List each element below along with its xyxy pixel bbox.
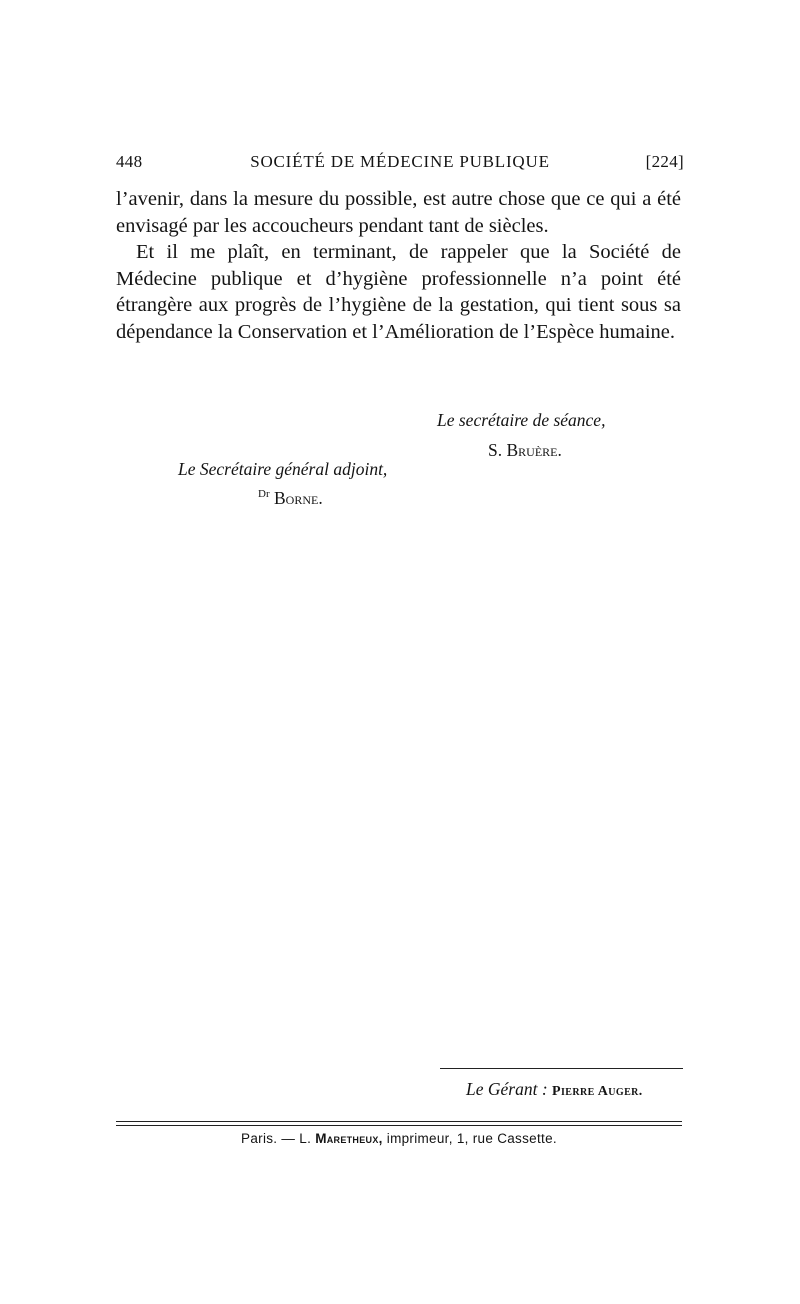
paragraph-continued: l’avenir, dans la mesure du possible, est autre chose que ce qui a été envisagé par les accoucheurs pendant tant de siècles. bbox=[116, 188, 681, 237]
imprint-city: Paris. — L. bbox=[241, 1131, 312, 1146]
imprint-address: imprimeur, 1, rue Cassette. bbox=[386, 1131, 557, 1146]
page-number: 448 bbox=[116, 152, 143, 171]
seance-secretary-name-text: S. Bruère. bbox=[488, 440, 562, 460]
doctor-prefix bbox=[258, 488, 270, 508]
gerant-label: Le Gérant : bbox=[466, 1079, 548, 1099]
adjoint-secretary-name-text: Borne. bbox=[273, 488, 323, 508]
doctor-prefix-text: Dr bbox=[258, 488, 270, 501]
running-head bbox=[116, 152, 684, 176]
gerant-name: Pierre Auger. bbox=[552, 1084, 643, 1099]
paragraph-closing: Et il me plaît, en terminant, de rappeler que la Société de Médecine publique et d’hygiène professionnelle n’a point été étrangère aux progrès de l’hygiène de la gestation, qui tient sous sa dépendance la Conservation et l’Amélioration de l’Espèce humaine. bbox=[116, 241, 681, 343]
gerant-line bbox=[466, 1079, 643, 1100]
seance-secretary-role: Le secrétaire de séance, bbox=[437, 410, 606, 430]
imprint-rule-bottom bbox=[116, 1125, 682, 1126]
adjoint-secretary-role: Le Secrétaire général adjoint, bbox=[178, 459, 388, 479]
imprint-rule-top bbox=[116, 1121, 682, 1122]
adjoint-secretary-name bbox=[258, 488, 323, 509]
seance-secretary-name bbox=[488, 440, 562, 461]
bracketed-page-number: [224] bbox=[645, 152, 684, 171]
imprint-printer: Maretheux, bbox=[315, 1131, 383, 1146]
running-title: SOCIÉTÉ DE MÉDECINE PUBLIQUE bbox=[250, 152, 550, 171]
printer-imprint bbox=[116, 1131, 682, 1146]
gerant-rule bbox=[440, 1068, 683, 1069]
body-text bbox=[116, 186, 681, 345]
